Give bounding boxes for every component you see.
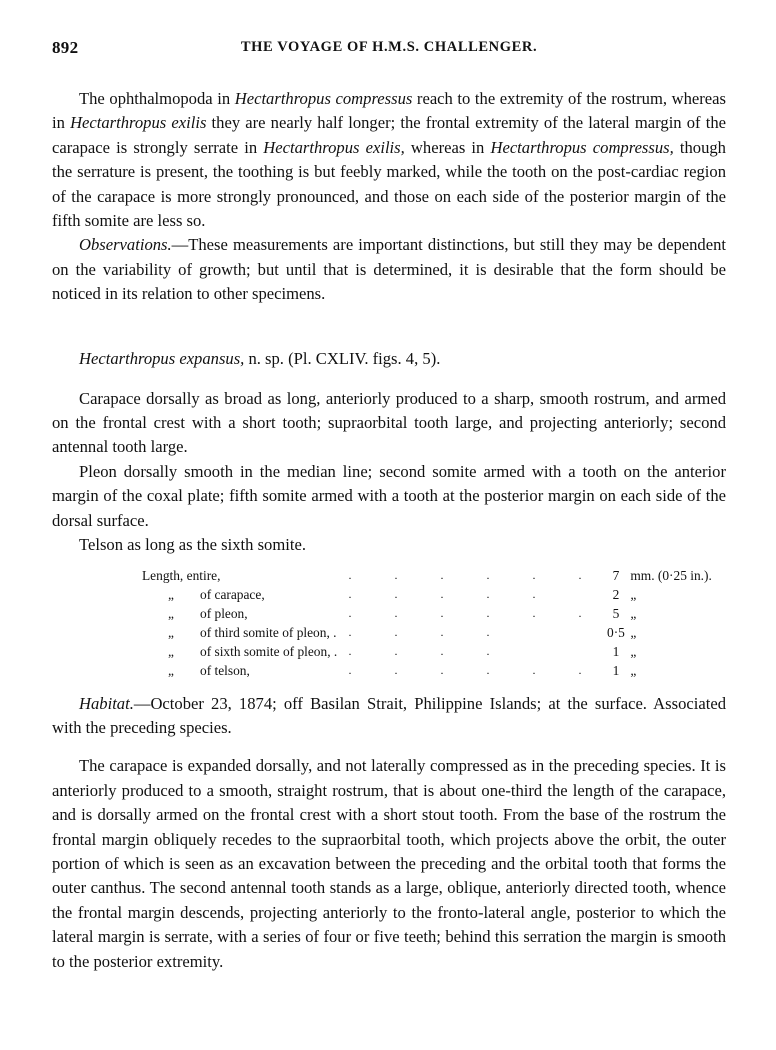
measurements-body	[142, 566, 726, 680]
measurement-row	[142, 604, 726, 623]
measurement-unit: mm. (0·25 in.).	[630, 567, 712, 583]
paragraph-pleon-diagnosis: Pleon dorsally smooth in the median line; second somite armed with a tooth on the anterior margin of the coxal plate; fifth somite armed with a tooth at the posterior margin on each side of the dorsal surface.	[52, 461, 726, 530]
paragraph-observations	[52, 233, 726, 306]
measurement-label: of sixth somite of pleon, .	[200, 643, 338, 659]
text-span: reach to the extremity of the rostrum, whereas in	[52, 89, 726, 133]
measurement-value: 1	[612, 662, 620, 678]
measurement-label: Length, entire,	[142, 567, 221, 583]
paragraph-telson-diagnosis: Telson as long as the sixth somite.	[79, 535, 306, 555]
paragraph-habitat	[52, 692, 726, 741]
measurements-table	[142, 566, 726, 680]
paragraph-comparison	[52, 87, 726, 233]
page-number: 892	[52, 38, 79, 57]
section-lead: Habitat.	[79, 693, 134, 713]
measurement-row	[142, 585, 726, 604]
ditto-mark-text: „	[168, 624, 174, 640]
running-head	[52, 38, 726, 64]
measurement-unit: „	[630, 586, 637, 602]
ditto-mark	[142, 661, 200, 680]
measurement-unit: „	[630, 624, 637, 640]
measurement-unit: „	[630, 662, 637, 678]
leader-dots: . . . .	[348, 643, 510, 658]
measurement-value: 2	[612, 586, 620, 602]
measurement-row	[142, 642, 726, 661]
leader-dots: . . . . . .	[348, 662, 602, 677]
leader-dots: . . . .	[348, 624, 510, 639]
text-span: though the serrature is present, the toothing is but feebly marked, while the tooth on the post-cardiac region of the carapace is more strongly pronounced, and those on each side of the posterior margin of the fifth somite are less so.	[52, 137, 726, 231]
taxon-name: Hectarthropus compressus	[234, 89, 413, 108]
leader-dots: . . . . . .	[348, 605, 602, 620]
species-heading	[52, 347, 726, 371]
measurement-value: 1	[612, 643, 620, 659]
ditto-mark	[142, 604, 200, 623]
ditto-mark	[142, 642, 200, 661]
measurement-value: 0·5	[607, 624, 625, 640]
text-span: —These measurements are important distinctions, but still they may be dependent on the variability of growth; but until that is determined, it is desirable that the form should be noticed in its relation to other specimens.	[52, 235, 726, 304]
paragraph-carapace-diagnosis: Carapace dorsally as broad as long, anteriorly produced to a sharp, smooth rostrum, and armed on the frontal crest with a short tooth; supraorbital tooth large, and projecting anteriorly; second antennal tooth large.	[52, 388, 726, 457]
measurement-unit: „	[630, 605, 637, 621]
ditto-mark-text: „	[168, 643, 174, 659]
species-name: Hectarthropus expansus,	[79, 348, 245, 368]
section-lead: Observations.	[79, 235, 172, 255]
taxon-name: Hectarthropus exilis	[70, 113, 207, 133]
measurement-value: 5	[612, 605, 620, 621]
running-title: THE VOYAGE OF H.M.S. CHALLENGER.	[240, 39, 538, 55]
text-span: The ophthalmopoda in	[79, 89, 235, 108]
page	[52, 38, 726, 974]
ditto-mark	[142, 623, 200, 642]
measurement-row	[142, 566, 726, 585]
text-span: whereas in	[404, 137, 491, 157]
taxon-name: Hectarthropus exilis,	[263, 137, 405, 157]
measurement-unit: „	[630, 643, 637, 659]
measurement-label: of pleon,	[200, 605, 248, 621]
leader-dots: . . . . .	[348, 586, 556, 601]
ditto-mark-text: „	[168, 662, 174, 678]
species-citation: n. sp. (Pl. CXLIV. figs. 4, 5).	[244, 348, 441, 368]
measurement-label: of telson,	[200, 662, 250, 678]
measurement-label: of third somite of pleon, .	[200, 624, 337, 640]
measurement-label: of carapace,	[200, 586, 265, 602]
measurement-row	[142, 623, 726, 642]
measurement-value: 7	[612, 567, 620, 583]
ditto-mark	[142, 585, 200, 604]
ditto-mark-text: „	[168, 605, 174, 621]
taxon-name: Hectarthropus compressus,	[490, 137, 674, 157]
leader-dots: . . . . . .	[348, 567, 602, 582]
measurement-row	[142, 661, 726, 680]
text-span: they are nearly half longer; the frontal extremity of the lateral margin of the carapace is strongly serrate in	[52, 113, 726, 157]
ditto-mark-text: „	[168, 586, 174, 602]
paragraph-description: The carapace is expanded dorsally, and not laterally compressed as in the preceding species. It is anteriorly produced to a smooth, straight rostrum, that is about one-third the length of the carapace, and is dorsally armed on the frontal crest with a short stout tooth. From the base of the rostrum the frontal margin obliquely recedes to the supraorbital tooth, which projects above the orbit, the outer portion of which is seen as an excavation between the preceding and the orbital tooth that forms the outer canthus. The second antennal tooth stands as a large, oblique, anteriorly directed tooth, whence the frontal margin descends, projecting anteriorly to the fronto-lateral angle, posterior to which the lateral margin is serrate, with a series of four or five teeth; behind this serration the margin is smooth to the posterior extremity.	[52, 756, 726, 971]
text-span: —October 23, 1874; off Basilan Strait, Philippine Islands; at the surface. Associated with the preceding species.	[52, 693, 726, 737]
